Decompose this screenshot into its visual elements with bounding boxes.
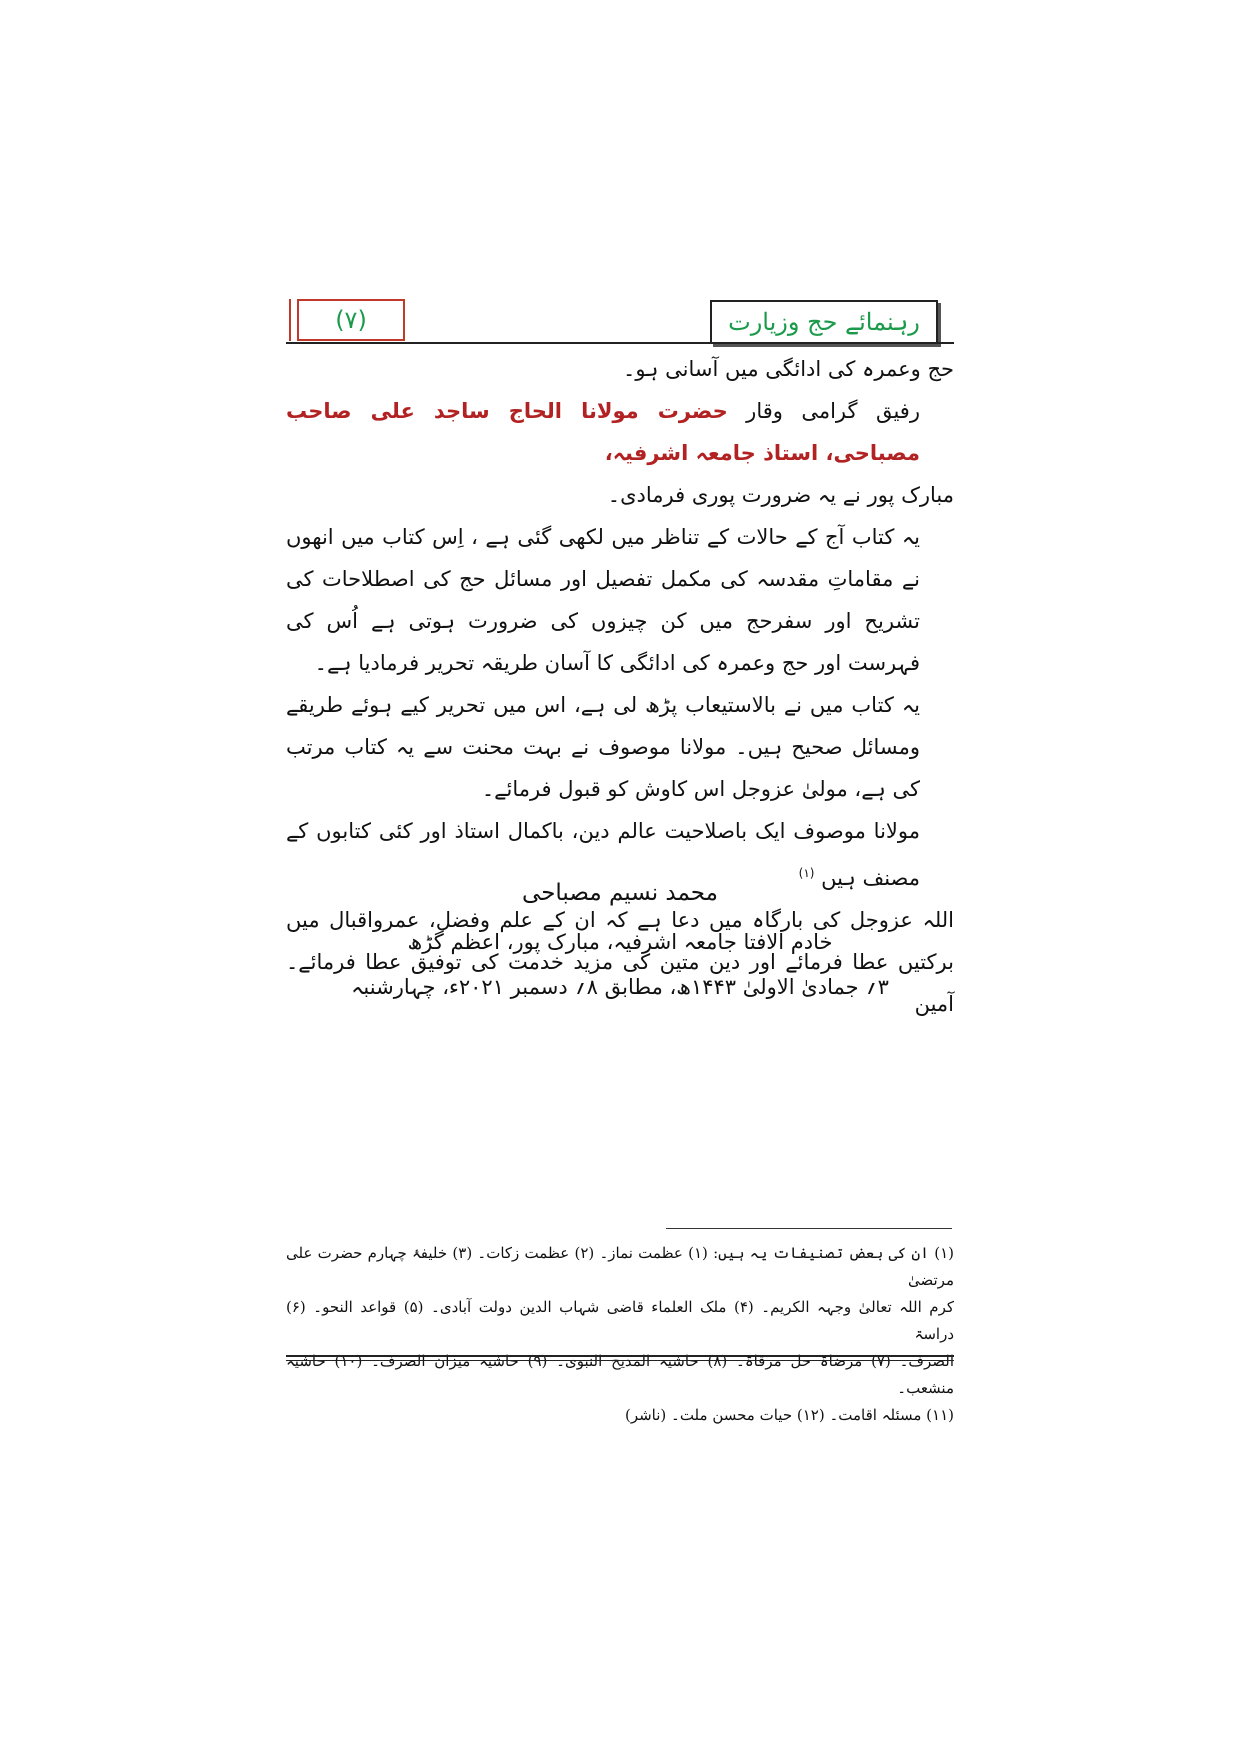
footnote xyxy=(286,1240,954,1429)
para2-start: رفیق گرامی وقار xyxy=(746,399,920,423)
para5-text: مولانا موصوف ایک باصلاحیت عالم دین، باکمال استاذ اور کئی کتابوں کے مصنف ہیں xyxy=(286,819,920,890)
body-para-4: یہ کتاب میں نے بالاستیعاب پڑھ لی ہے، اس میں تحریر کیے ہوئے طریقے ومسائل صحیح ہیں۔ مولانا موصوف نے بہت محنت سے یہ کتاب مرتب کی ہے، مولیٰ عزوجل اس کاوش کو قبول فرمائے۔ xyxy=(286,693,920,801)
footnote-line-1: (۱) ان کی بعض تصنیفات یہ ہیں: (۱) عظمت نماز۔ (۲) عظمت زکات۔ (۳) خلیفۂ چہارم حضرت علی مرتضیٰ xyxy=(286,1244,954,1289)
page-number-box-edge xyxy=(289,299,297,341)
body-para-2 xyxy=(286,390,954,474)
footnote-line-3: الصرف۔ (۷) مرضاۃ حل مرقاۃ۔ (۸) حاشیہ المدیح النبوی۔ (۹) حاشیہ میزان الصرف۔ (۱۰) حاشیہ منشعب۔ xyxy=(286,1352,954,1397)
para2-highlight: حضرت مولانا الحاج ساجد علی صاحب مصباحی، استاذ جامعہ اشرفیہ، xyxy=(286,399,920,465)
footnote-rule xyxy=(666,1228,952,1229)
signature-designation: خادم الافتا جامعہ اشرفیہ، مبارک پور، اعظم گڑھ xyxy=(407,930,833,954)
signature-date: ۳؍ جمادیٰ الاولیٰ ۱۴۴۳ھ، مطابق ۸؍ دسمبر ۲۰۲۱ء، چہارشنبہ xyxy=(351,975,889,999)
footnote-line-4: (۱۱) مسئلہ اقامت۔ (۱۲) حیات محسن ملت۔ (ناشر) xyxy=(624,1406,954,1424)
book-title: رہنمائے حج وزیارت xyxy=(728,308,920,336)
bottom-rule-thin xyxy=(286,1360,954,1361)
page-number-box xyxy=(297,299,405,341)
bottom-rule xyxy=(286,1355,954,1357)
body-para-3: یہ کتاب آج کے حالات کے تناظر میں لکھی گئی ہے ، اِس کتاب میں انھوں نے مقاماتِ مقدسہ کی مکمل تفصیل اور مسائل حج کی اصطلاحات کی تشریح اور سفرحج میں کن چیزوں کی ضرورت ہوتی ہے اُس کی فہرست اور حج وعمرہ کی ادائگی کا آسان طریقہ تحریر فرمادیا ہے۔ xyxy=(286,525,920,675)
header-rule xyxy=(286,342,954,344)
body-para-6: اللہ عزوجل کی بارگاہ میں دعا ہے کہ ان کے علم وفضل، عمرواقبال میں برکتیں عطا فرمائے اور دین متین کی مزید خدمت کی توفیق عطا فرمائے۔ آمین xyxy=(286,908,954,1016)
signature-name: محمد نسیم مصباحی xyxy=(522,880,718,906)
body-text xyxy=(286,348,954,1025)
footnote-ref: (۱) xyxy=(798,866,815,880)
body-para-2-end: مبارک پور نے یہ ضرورت پوری فرمادی۔ xyxy=(607,483,954,507)
page-number: (۷) xyxy=(335,306,367,334)
footnote-line-2: کرم اللہ تعالیٰ وجہہ الکریم۔ (۴) ملک العلماء قاضی شہاب الدین دولت آبادی۔ (۵) قواعد النحو۔ (۶) دراسۃ xyxy=(286,1298,954,1343)
book-title-box xyxy=(710,300,938,344)
body-line-1: حج وعمرہ کی ادائگی میں آسانی ہو۔ xyxy=(623,357,954,381)
